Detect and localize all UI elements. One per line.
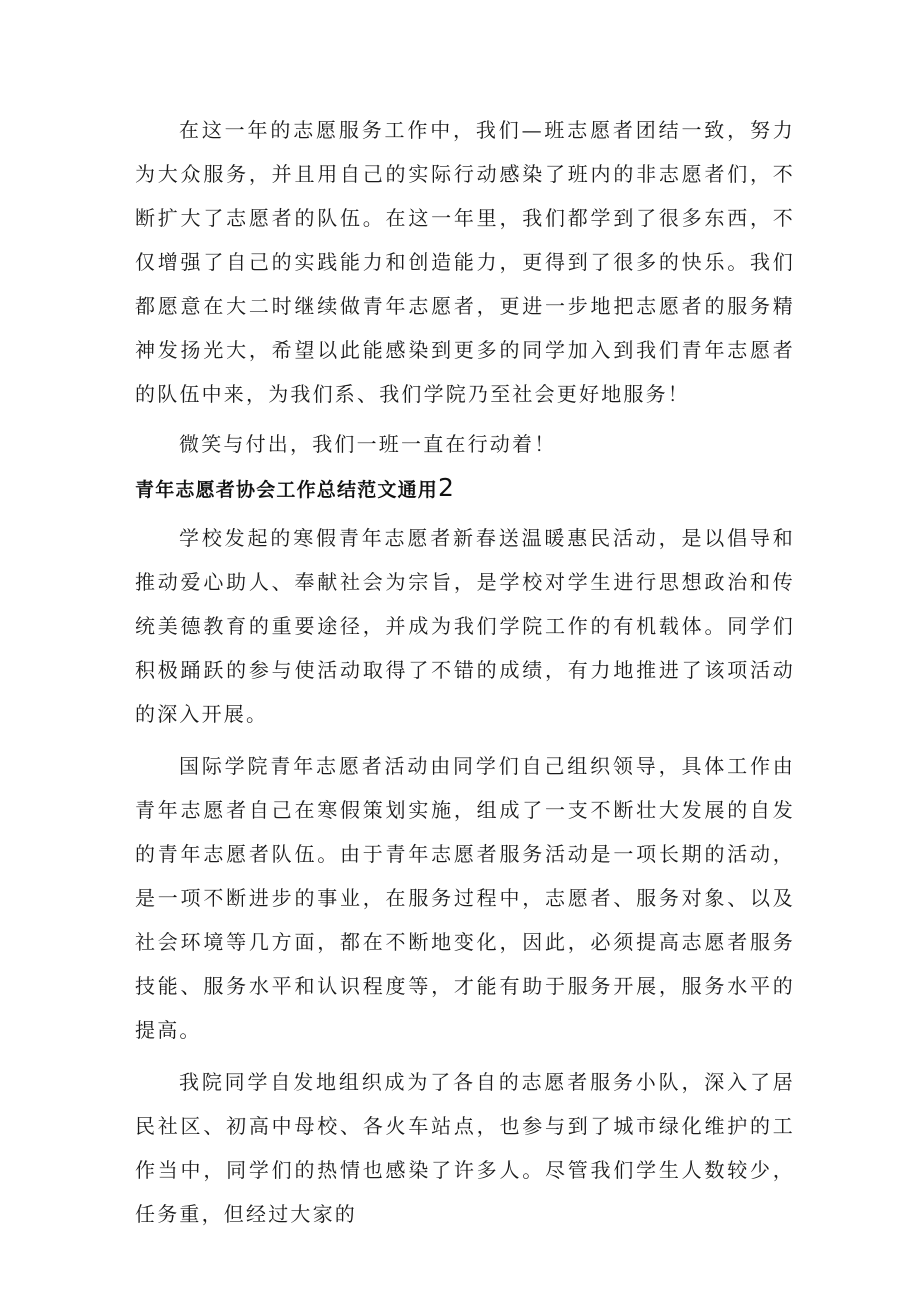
- paragraph-international-college: 国际学院青年志愿者活动由同学们自己组织领导，具体工作由青年志愿者自己在寒假策划实施，组成了一支不断壮大发展的自发的青年志愿者队伍。由于青年志愿者服务活动是一项长期的活动，是一项不断进步的事业，在服务过程中，志愿者、服务对象、以及社会环境等几方面，都在不断地变化，因此，必须提高志愿者服务技能、服务水平和认识程度等，才能有助于服务开展，服务水平的提高。: [135, 754, 795, 1042]
- section-heading: [135, 468, 795, 510]
- section-heading-number: 2: [438, 473, 454, 502]
- section-heading-text: 青年志愿者协会工作总结范文通用: [135, 479, 439, 501]
- paragraph-volunteer-year-summary: 在这一年的志愿服务工作中，我们—班志愿者团结一致，努力为大众服务，并且用自己的实际行动感染了班内的非志愿者们，不断扩大了志愿者的队伍。在这一年里，我们都学到了很多东西，不仅增强了自己的实践能力和创造能力，更得到了很多的快乐。我们都愿意在大二时继续做青年志愿者，更进一步地把志愿者的服务精神发扬光大，希望以此能感染到更多的同学加入到我们青年志愿者的队伍中来，为我们系、我们学院乃至社会更好地服务！: [135, 118, 795, 406]
- paragraph-service-teams: 我院同学自发地组织成为了各自的志愿者服务小队，深入了居民社区、初高中母校、各火车站点，也参与到了城市绿化维护的工作当中，同学们的热情也感染了许多人。尽管我们学生人数较少，任务重，但经过大家的: [135, 1070, 795, 1226]
- paragraph-smile-and-giving: 微笑与付出，我们一班一直在行动着！: [179, 432, 557, 456]
- paragraph-winter-activity: 学校发起的寒假青年志愿者新春送温暖惠民活动，是以倡导和推动爱心助人、奉献社会为宗旨，是学校对学生进行思想政治和传统美德教育的重要途径，并成为我们学院工作的有机载体。同学们积极踊跃的参与使活动取得了不错的成绩，有力地推进了该项活动的深入开展。: [135, 526, 795, 726]
